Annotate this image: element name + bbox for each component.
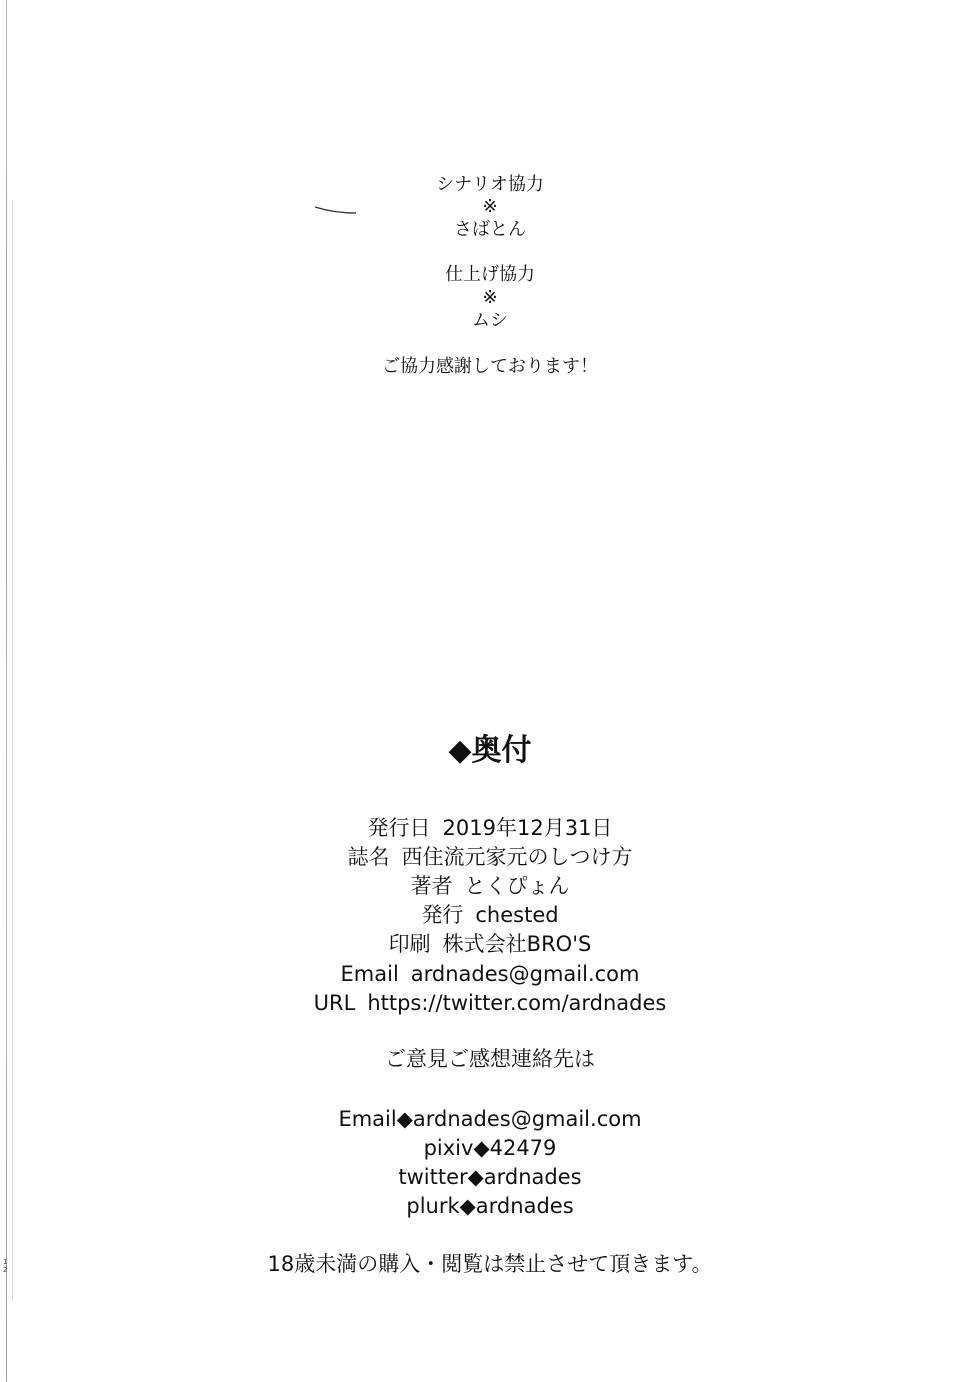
- title-row: [0, 847, 980, 868]
- contact-email-row: [0, 1109, 980, 1130]
- colophon-heading: [0, 733, 980, 768]
- publisher-label: 発行: [421, 903, 464, 927]
- url-value: https://twitter.com/ardnades: [367, 991, 667, 1015]
- diamond-icon: ◆: [467, 1165, 484, 1189]
- contact-twitter-value: ardnades: [483, 1165, 582, 1189]
- url-row: [0, 993, 980, 1014]
- finishing-credit-name: ムシ: [472, 310, 508, 331]
- author-label: 著者: [410, 874, 453, 898]
- printer-value: 株式会社BRO'S: [442, 932, 592, 956]
- publisher-value: chested: [475, 903, 559, 927]
- diamond-icon: ◆: [459, 1194, 476, 1218]
- title-value: 西住流元家元のしつけ方: [401, 845, 633, 869]
- email-value: ardnades@gmail.com: [410, 962, 640, 986]
- contact-heading: ご意見ご感想連絡先は: [385, 1047, 595, 1071]
- scenario-credit-label: シナリオ協力: [436, 174, 544, 195]
- contact-plurk-value: ardnades: [475, 1194, 574, 1218]
- page-number-bottom: 2: [3, 1266, 8, 1274]
- author-value: とくぴょん: [464, 874, 570, 898]
- contact-pixiv-row: [0, 1138, 980, 1159]
- contact-twitter-label: twitter: [398, 1165, 468, 1189]
- contact-email-label: Email: [338, 1107, 397, 1131]
- thanks-message: ご協力感謝しております！: [382, 356, 598, 377]
- publish-date-row: [0, 818, 980, 839]
- diamond-icon: ◆: [396, 1107, 413, 1131]
- page-number-top: 1: [3, 1258, 8, 1266]
- email-row: [0, 964, 980, 985]
- age-restriction-notice: 18歳未満の購入・閲覧は禁止させて頂きます。: [267, 1252, 713, 1276]
- printer-row: [0, 934, 980, 955]
- diamond-icon: ◆: [448, 733, 472, 768]
- contact-pixiv-label: pixiv: [423, 1136, 474, 1160]
- diamond-icon: ◆: [473, 1136, 490, 1160]
- finishing-credit-label: 仕上げ協力: [445, 264, 535, 285]
- finishing-credit-mark: ※: [482, 287, 498, 308]
- contact-email-value: ardnades@gmail.com: [412, 1107, 642, 1131]
- url-label: URL: [313, 991, 356, 1015]
- scenario-credit-mark: ※: [482, 196, 498, 217]
- colophon-heading-text: 奥付: [471, 733, 532, 768]
- contact-plurk-row: [0, 1196, 980, 1217]
- title-label: 誌名: [347, 845, 390, 869]
- publisher-row: [0, 905, 980, 926]
- publish-date-value: 2019年12月31日: [442, 816, 613, 840]
- contact-plurk-label: plurk: [406, 1194, 460, 1218]
- contact-pixiv-value: 42479: [489, 1136, 557, 1160]
- scenario-credit-name: さばとん: [454, 219, 526, 240]
- contact-twitter-row: [0, 1167, 980, 1188]
- author-row: [0, 876, 980, 897]
- publish-date-label: 発行日: [367, 816, 431, 840]
- printer-label: 印刷: [388, 932, 431, 956]
- email-label: Email: [340, 962, 399, 986]
